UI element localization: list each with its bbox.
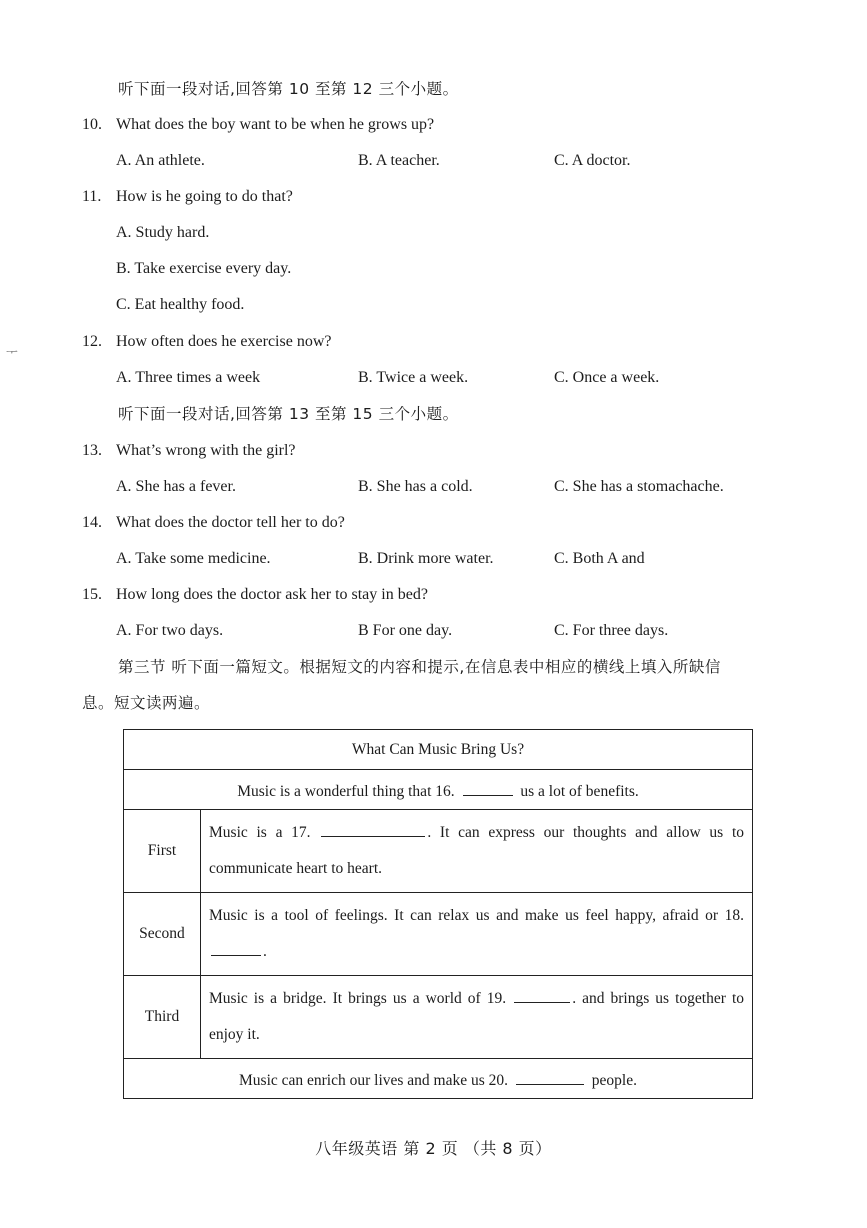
section-intro-10-12: 听下面一段对话,回答第 10 至第 12 三个小题。 <box>118 80 459 98</box>
intro-text-after: us a lot of benefits. <box>520 782 639 800</box>
table-closing-row <box>124 1059 753 1099</box>
question-text: How long does the doctor ask her to stay in bed? <box>116 586 428 603</box>
option-c: C. Both A and <box>554 550 645 567</box>
intro-text-before: Music is a wonderful thing that 16. <box>237 782 455 800</box>
question-number: 13. <box>82 442 102 459</box>
blank-19[interactable] <box>514 986 570 1003</box>
row-text: Music is a bridge. It brings us a world of 19. <box>209 990 507 1007</box>
option-c: C. For three days. <box>554 622 669 639</box>
question-text: How often does he exercise now? <box>116 333 332 350</box>
option-c: C. A doctor. <box>554 152 631 169</box>
option-b: B. Twice a week. <box>358 369 469 386</box>
table-closing <box>124 1059 753 1099</box>
table-intro-row <box>124 770 753 810</box>
blank-17[interactable] <box>321 820 425 837</box>
blank-16[interactable] <box>463 779 513 796</box>
row-label: Second <box>124 893 201 976</box>
section-3-instructions-line2: 息。短文读两遍。 <box>82 694 211 712</box>
row-text: . It can express our thoughts and allow us to communicate heart to heart. <box>209 824 745 877</box>
question-text: How is he going to do that? <box>116 188 293 205</box>
info-table <box>123 729 753 1099</box>
closing-text-after: people. <box>591 1071 637 1089</box>
question-text: What does the doctor tell her to do? <box>116 514 345 531</box>
option-a: A. She has a fever. <box>116 478 236 495</box>
option-c: C. Eat healthy food. <box>116 296 245 313</box>
option-c: C. She has a stomachache. <box>554 478 724 495</box>
row-content <box>201 893 753 976</box>
row-content <box>201 810 753 893</box>
row-content <box>201 976 753 1059</box>
option-a: A. Study hard. <box>116 224 210 241</box>
option-b: B. Drink more water. <box>358 550 494 567</box>
section-intro-13-15: 听下面一段对话,回答第 13 至第 15 三个小题。 <box>118 405 459 423</box>
section-3-instructions-line1: 第三节 听下面一篇短文。根据短文的内容和提示,在信息表中相应的横线上填入所缺信 <box>118 658 721 676</box>
row-label: First <box>124 810 201 893</box>
question-text: What’s wrong with the girl? <box>116 442 296 459</box>
question-text: What does the boy want to be when he grows up? <box>116 116 435 133</box>
table-row <box>124 810 753 893</box>
row-text: Music is a 17. <box>209 824 311 841</box>
question-number: 15. <box>82 586 102 603</box>
option-a: A. Three times a week <box>116 369 261 386</box>
option-b: B For one day. <box>358 622 453 639</box>
question-number: 14. <box>82 514 102 531</box>
option-c: C. Once a week. <box>554 369 660 386</box>
blank-18[interactable] <box>211 939 261 956</box>
table-row <box>124 893 753 976</box>
option-a: A. Take some medicine. <box>116 550 271 567</box>
question-number: 11. <box>82 188 102 205</box>
question-number: 10. <box>82 116 102 133</box>
row-text: . <box>263 943 267 960</box>
closing-text-before: Music can enrich our lives and make us 20. <box>239 1071 509 1089</box>
option-b: B. She has a cold. <box>358 478 473 495</box>
table-title-row <box>124 730 753 770</box>
option-b: B. Take exercise every day. <box>116 260 292 277</box>
option-a: A. For two days. <box>116 622 224 639</box>
margin-mark: ᅮ <box>6 345 18 359</box>
table-row <box>124 976 753 1059</box>
question-number: 12. <box>82 333 102 350</box>
table-intro <box>124 770 753 810</box>
option-b: B. A teacher. <box>358 152 440 169</box>
blank-20[interactable] <box>516 1068 584 1085</box>
option-a: A. An athlete. <box>116 152 205 169</box>
row-text: Music is a tool of feelings. It can relax us and make us feel happy, afraid or 18. <box>209 907 744 924</box>
table-title: What Can Music Bring Us? <box>124 730 753 770</box>
page-footer: 八年级英语 第 2 页 （共 8 页） <box>315 1139 552 1158</box>
row-text: . and brings us together to enjoy it. <box>209 990 744 1043</box>
row-label: Third <box>124 976 201 1059</box>
